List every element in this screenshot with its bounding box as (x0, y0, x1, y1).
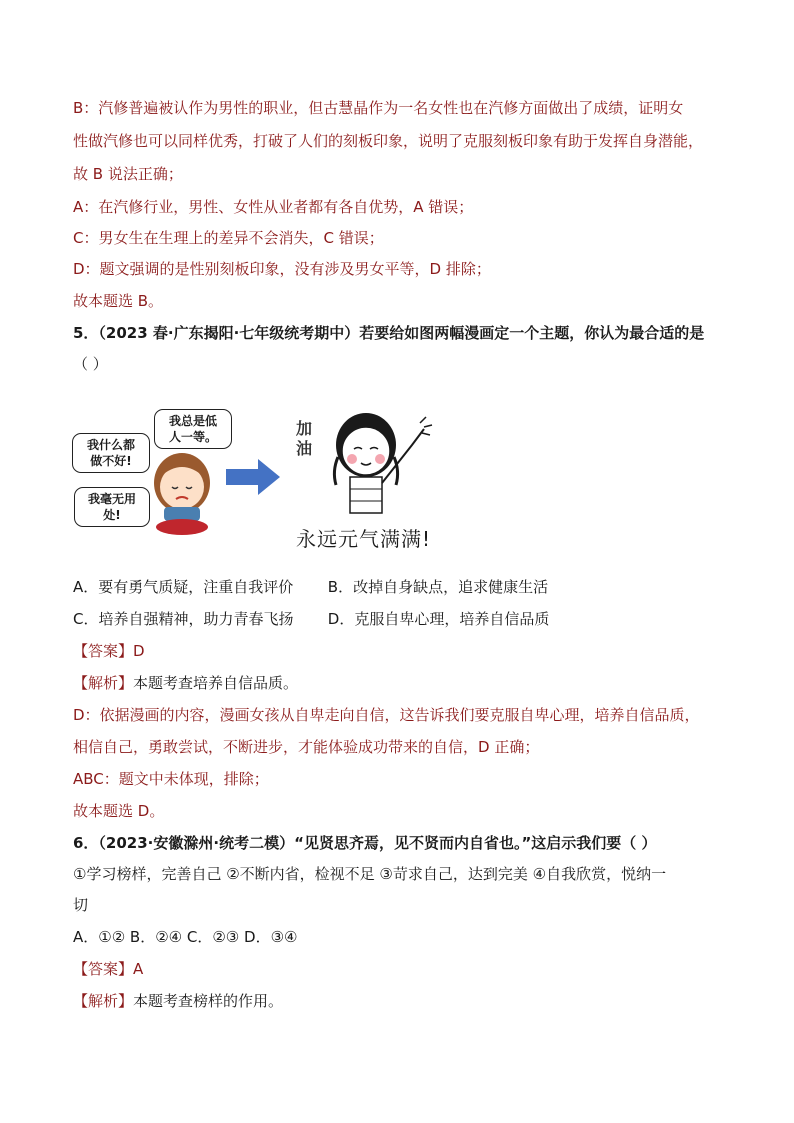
cartoon-figure (68, 395, 448, 565)
option-a: A．要有勇气质疑，注重自我评价 (73, 578, 294, 596)
explanation-text: 本题考查榜样的作用。 (133, 992, 284, 1010)
bubble-text: 我总是低 (168, 414, 217, 428)
question-6-items: ①学习榜样，完善自己 ②不断内省，检视不足 ③苛求自己，达到完美 ④自我欣赏，悦纳一 (73, 865, 667, 883)
bubble-text: 做不好! (90, 454, 132, 468)
explanation-tag: 【解析】 (73, 674, 134, 692)
question-5-stem (73, 322, 734, 344)
cheer-char: 加 (296, 419, 313, 438)
cheer-label (296, 419, 312, 459)
explanation-6 (73, 990, 734, 1012)
text-line: C：男女生在生理上的差异不会消失，C 错误； (73, 229, 384, 247)
speech-bubble-useless (74, 487, 150, 527)
answer-tag: 【答案】 (73, 642, 134, 660)
question-6-options: A．①② B．②④ C．②③ D．③④ (73, 928, 298, 946)
text-line: B：汽修普遍被认作为男性的职业，但古慧晶作为一名女性也在汽修方面做出了成绩，证明女 (73, 99, 684, 117)
text-line: D：题文强调的是性别刻板印象，没有涉及男女平等，D 排除； (73, 260, 491, 278)
confident-girl-illustration (312, 405, 438, 517)
answer-tag: 【答案】 (73, 960, 134, 978)
question-6-items-cont: 切 (73, 896, 89, 914)
arrow-icon (226, 457, 282, 497)
bubble-text: 人一等。 (168, 430, 217, 444)
question-6-stem (73, 832, 734, 854)
text-line: A：在汽修行业，男性、女性从业者都有各自优势，A 错误； (73, 198, 474, 216)
question-5-options-row1 (73, 576, 734, 598)
cartoon-caption: 永远元气满满! (296, 527, 432, 551)
answer-5 (73, 640, 734, 662)
bubble-text: 我什么都 (86, 438, 135, 452)
text-line: 相信自己，勇敢尝试，不断进步，才能体验成功带来的自信，D 正确； (73, 738, 540, 756)
question-5-stem-text: 5．（2023 春·广东揭阳·七年级统考期中）若要给如图两幅漫画定一个主题，你认为最合适的是 (73, 324, 705, 342)
explanation-5 (73, 672, 734, 694)
text-line: D：依据漫画的内容，漫画女孩从自卑走向自信，这告诉我们要克服自卑心理，培养自信品质， (73, 706, 700, 724)
text-line: 故 B 说法正确； (73, 165, 183, 183)
option-b: B．改掉自身缺点，追求健康生活 (327, 578, 549, 596)
sad-girl-illustration (146, 443, 218, 535)
speech-bubble-cant-do (72, 433, 150, 473)
bubble-text: 我毫无用 (87, 492, 136, 506)
answer-value: D (133, 642, 145, 660)
text-line: ABC：题文中未体现，排除； (73, 770, 269, 788)
text-line: 性做汽修也可以同样优秀，打破了人们的刻板印象，说明了克服刻板印象有助于发挥自身潜能， (73, 132, 704, 150)
question-5-options-row2 (73, 608, 734, 630)
question-5-blank: （ ） (73, 355, 108, 373)
answer-value: A (133, 960, 144, 978)
answer-6 (73, 958, 734, 980)
explanation-text: 本题考查培养自信品质。 (133, 674, 299, 692)
text-line: 故本题选 D。 (73, 802, 165, 820)
cheer-char: 油 (296, 439, 313, 458)
question-6-stem-text: 6．（2023·安徽滁州·统考二模）“见贤思齐焉，见不贤而内自省也。”这启示我们要（ ） (73, 834, 657, 852)
option-c: C．培养自强精神，助力青春飞扬 (73, 610, 294, 628)
explanation-tag: 【解析】 (73, 992, 134, 1010)
option-d: D．克服自卑心理，培养自信品质 (327, 610, 550, 628)
bubble-text: 处! (103, 508, 121, 522)
text-line: 故本题选 B。 (73, 292, 164, 310)
